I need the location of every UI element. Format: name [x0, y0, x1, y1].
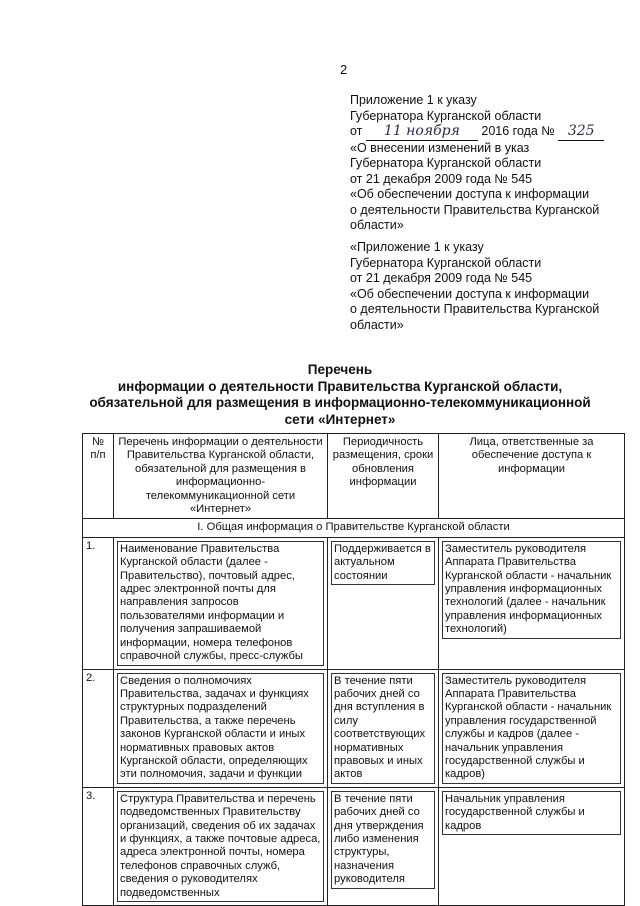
title-line: сети «Интернет»: [284, 411, 396, 427]
row-num: 1.: [83, 537, 114, 669]
appendix-line: «Об обеспечении доступа к информации: [350, 286, 590, 301]
section-title: I. Общая информация о Правительстве Курганской области: [83, 519, 625, 537]
appendix-line: о деятельности Правительства Курганской: [350, 202, 600, 217]
table-header-row: [83, 434, 625, 519]
date-year: 2016 года №: [481, 124, 555, 138]
appendix-line: области»: [350, 317, 404, 332]
row-responsible-text: Начальник управления государственной службы и кадров: [442, 791, 621, 835]
row-period-text: В течение пяти рабочих дней со дня вступления в силу соответствующих нормативных правовых и иных актов: [331, 673, 435, 784]
row-num: 3.: [83, 787, 114, 905]
appendix-line: от 21 декабря 2009 года № 545: [350, 271, 533, 285]
appendix-line: от 21 декабря 2009 года № 545: [350, 171, 533, 186]
appendix-line: «Об обеспечении доступа к информации: [350, 187, 590, 201]
row-period: [328, 669, 439, 787]
handwritten-date: 11 ноября: [383, 123, 460, 139]
row-info-text: Сведения о полномочиях Правительства, задачах и функциях структурных подразделений Правительства, а также перечень законов Курганской области и иных нормативных правовых актов Курганской области, определяющих эти полномочия, задачи и функции: [117, 673, 324, 784]
appendix-date-line: [350, 124, 630, 141]
row-responsible-text: Заместитель руководителя Аппарата Правительства Курганской области - начальник управления государственной службы и кадров (далее - начальник управления государственной службы и кадров): [442, 673, 621, 784]
header-info: Перечень информации о деятельности Правительства Курганской области, обязательной для размещения в информационно-телекоммуникационной сети «Интернет»: [114, 434, 328, 519]
appendix-line: Приложение 1 к указу: [350, 93, 477, 107]
appendix-line: «Приложение 1 к указу: [350, 240, 484, 254]
appendix-original: [350, 240, 630, 333]
row-responsible: [439, 537, 625, 669]
date-field: [366, 124, 478, 141]
handwritten-number: 325: [567, 123, 595, 139]
row-info: [114, 669, 328, 787]
row-responsible: [439, 787, 625, 905]
document-title: [80, 362, 600, 428]
information-table: [82, 433, 625, 906]
title-line: обязательной для размещения в информационно-телекоммуникационной: [89, 395, 591, 410]
table-row: [83, 537, 625, 669]
header-period: Периодичность размещения, сроки обновления информации: [328, 434, 439, 519]
header-responsible: Лица, ответственные за обеспечение доступа к информации: [439, 434, 625, 519]
title-line: информации о деятельности Правительства Курганской области,: [117, 378, 563, 394]
header-num: № п/п: [83, 434, 114, 519]
row-period: [328, 537, 439, 669]
appendix-line: о деятельности Правительства Курганской: [350, 302, 600, 316]
date-prefix: от: [350, 124, 363, 138]
row-info-text: Наименование Правительства Курганской области (далее - Правительство), почтовый адрес, адрес электронной почты для направления запросов пользователями информации и получения запрашиваемой информации, номера телефонов справочной службы, пресс-службы: [117, 541, 324, 666]
title-line: Перечень: [307, 362, 373, 377]
appendix-line: Губернатора Курганской области: [350, 255, 542, 270]
table-row: [83, 787, 625, 905]
row-info: [114, 787, 328, 905]
row-info: [114, 537, 328, 669]
appendix-line: области»: [350, 218, 404, 232]
table-row: [83, 669, 625, 787]
appendix-line: «О внесении изменений в указ: [350, 140, 530, 155]
row-period-text: В течение пяти рабочих дней со дня утверждения либо изменения структуры, назначения руководителя: [331, 791, 435, 889]
page-number: 2: [340, 62, 348, 77]
number-field: [558, 124, 604, 141]
row-period-text: Поддерживается в актуальном состоянии: [331, 541, 435, 585]
row-period: [328, 787, 439, 905]
appendix-line: Губернатора Курганской области: [350, 156, 542, 170]
row-responsible-text: Заместитель руководителя Аппарата Правительства Курганской области - начальник управления информационных технологий (далее - начальник управления информационных технологий): [442, 541, 621, 639]
appendix-line: Губернатора Курганской области: [350, 108, 542, 123]
row-responsible: [439, 669, 625, 787]
appendix-current: [350, 93, 630, 234]
row-info-text: Структура Правительства и перечень подведомственных Правительству организаций, сведения об их задачах и функциях, а также почтовые адреса, адреса электронной почты, номера телефонов справочных служб, сведения о руководителях подведомственных: [117, 791, 324, 902]
row-num: 2.: [83, 669, 114, 787]
section-row: [83, 519, 625, 537]
